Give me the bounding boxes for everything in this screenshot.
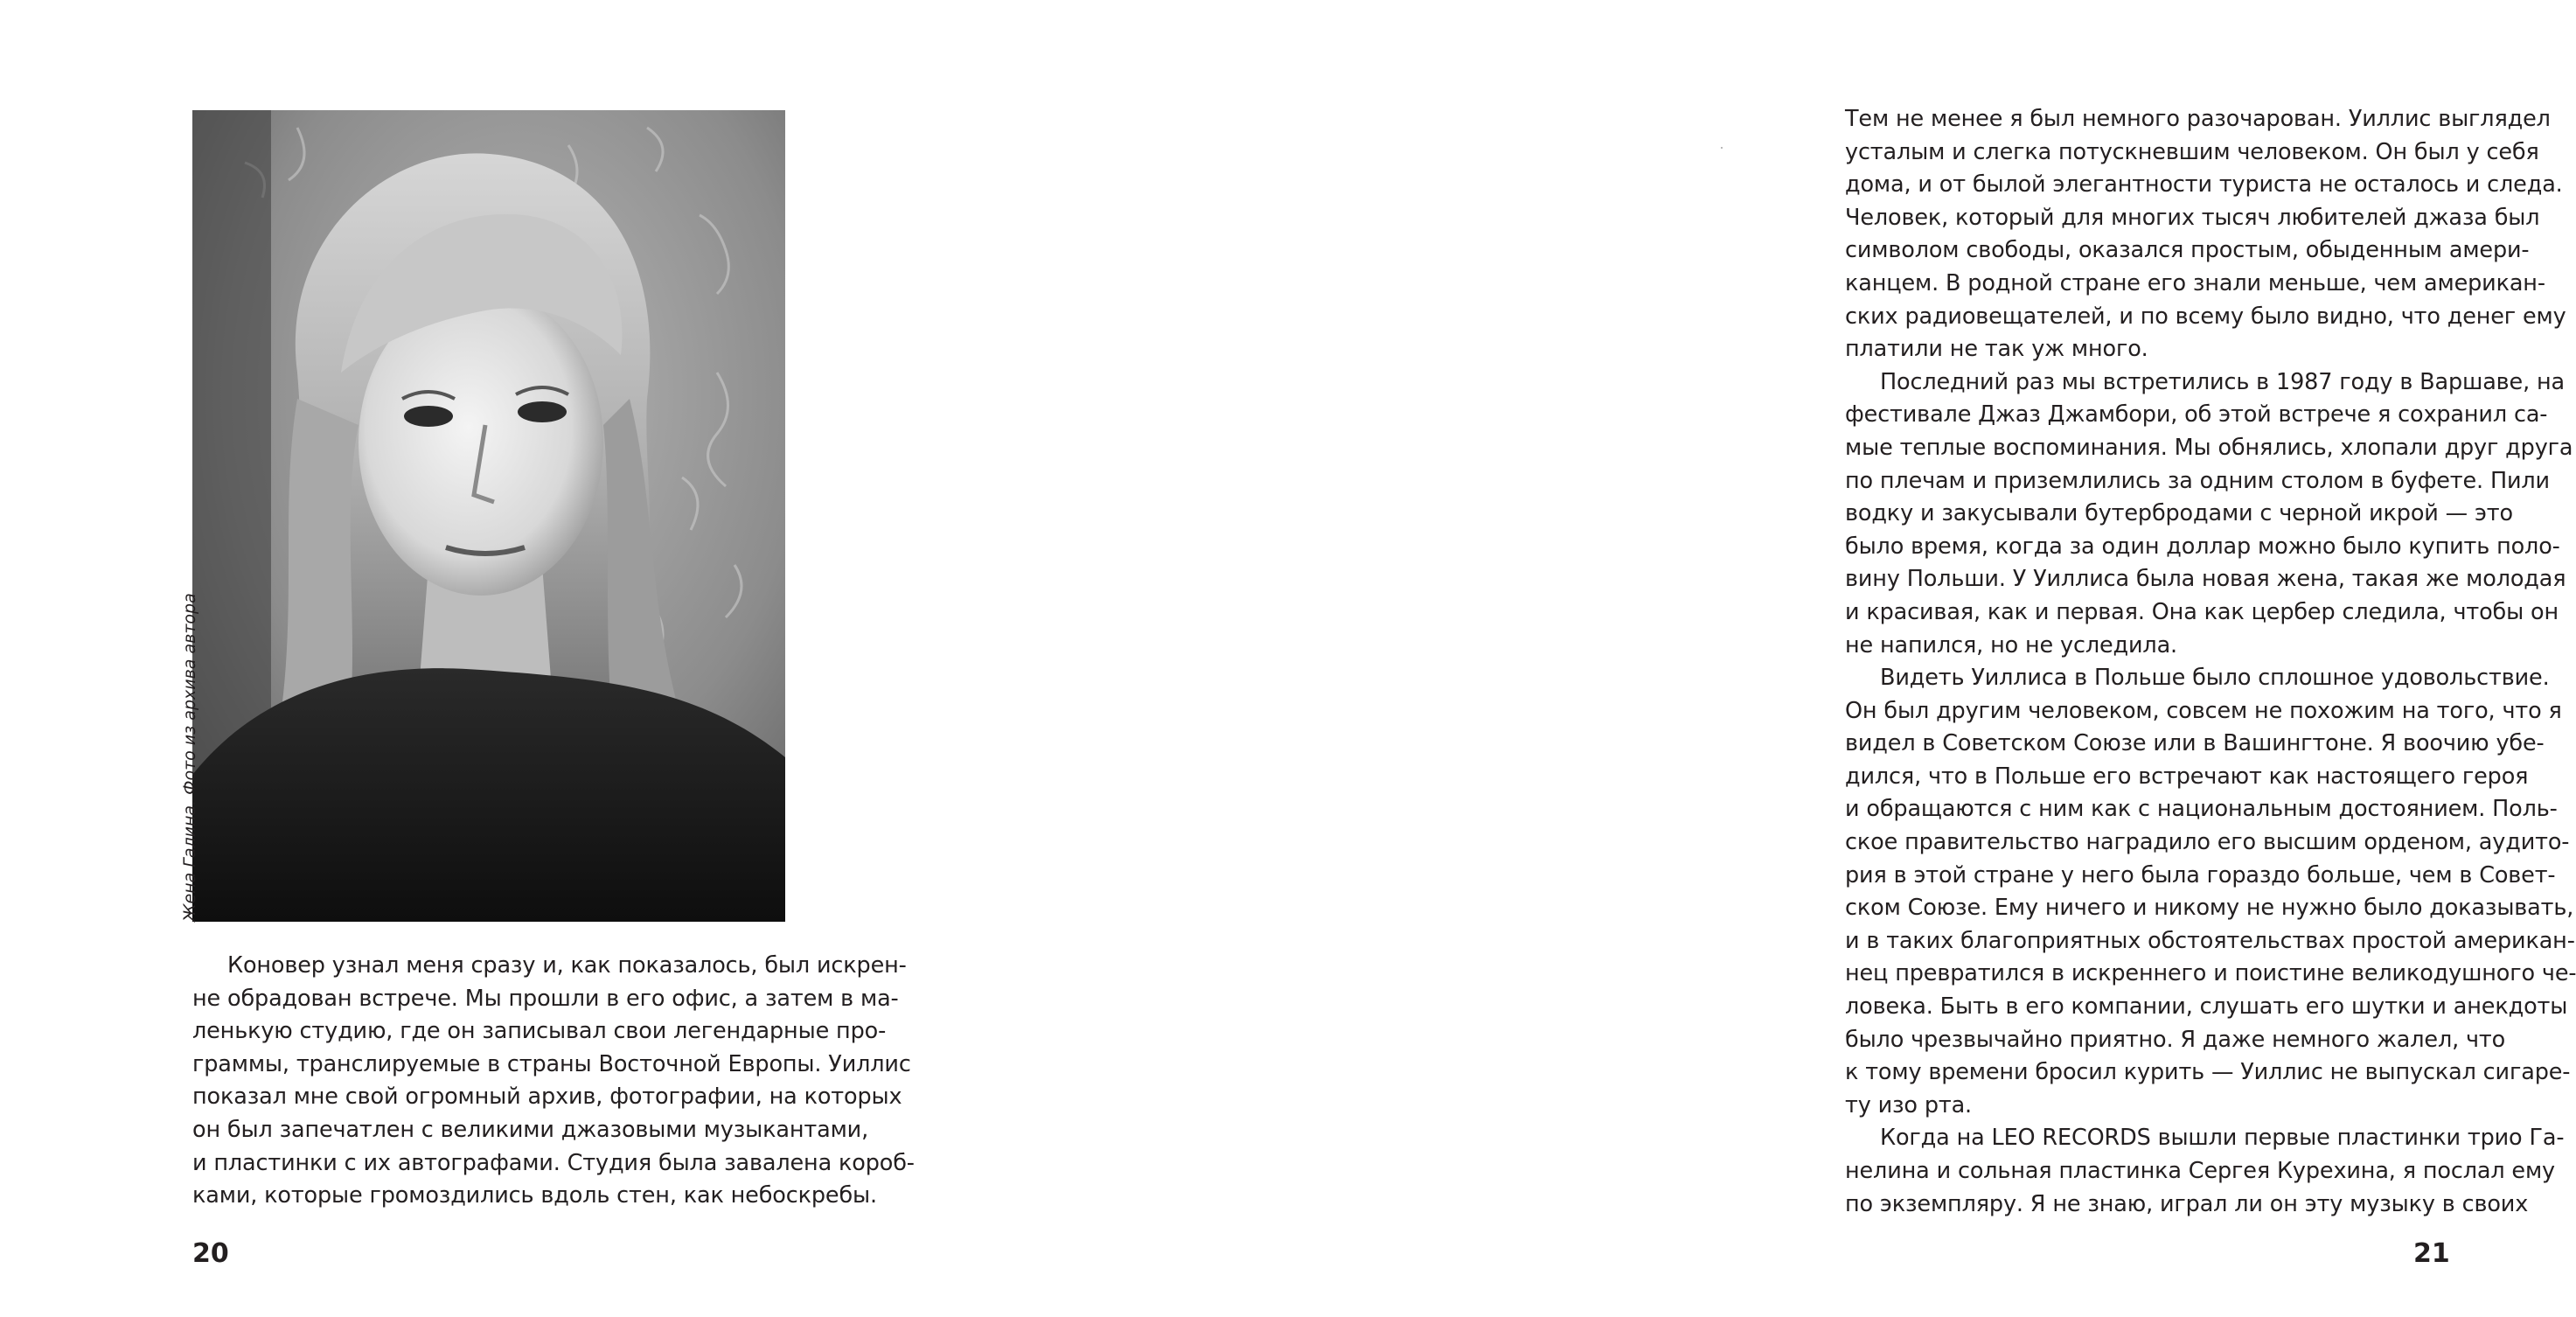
text-line: ском Союзе. Ему ничего и никому не нужно было доказывать,: [1845, 895, 2574, 922]
text-line: и красивая, как и первая. Она как цербер следила, чтобы он: [1845, 598, 2559, 625]
text-line: Последний раз мы встретились в 1987 году в Варшаве, на: [1880, 368, 2566, 395]
text-line: и пластинки с их автографами. Студия была завалена короб-: [192, 1149, 915, 1176]
text-line: канцем. В родной стране его знали меньше, чем американ-: [1845, 269, 2545, 296]
text-line: и в таких благоприятных обстоятельствах простой американ-: [1845, 927, 2575, 954]
text-line: символом свободы, оказался простым, обыденным амери-: [1845, 237, 2530, 264]
text-line: ленькую студию, где он записывал свои легендарные про-: [192, 1018, 887, 1045]
text-line: видел в Советском Союзе или в Вашингтоне. Я воочию убе-: [1845, 730, 2545, 757]
text-line: Тем не менее я был немного разочарован. Уиллис выглядел: [1845, 106, 2551, 132]
text-line: платили не так уж много.: [1845, 336, 2148, 363]
page-number-left: 20: [192, 1238, 229, 1269]
right-page: [874, 0, 2576, 1317]
text-line: показал мне свой огромный архив, фотографии, на которых: [192, 1084, 902, 1111]
text-line: он был запечатлен с великими джазовыми музыкантами,: [192, 1116, 869, 1143]
portrait-photo: [192, 110, 785, 922]
text-line: не напился, но не уследила.: [1845, 631, 2178, 658]
photo-caption: [177, 110, 203, 922]
text-line: граммы, транслируемые в страны Восточной Европы. Уиллис: [192, 1050, 911, 1077]
text-line: к тому времени бросил курить — Уиллис не выпускал сигаре-: [1845, 1059, 2571, 1086]
text-line: вину Польши. У Уиллиса была новая жена, такая же молодая: [1845, 566, 2566, 593]
caption-subject: Жена Галина.: [180, 799, 199, 922]
text-line: нец превратился в искреннего и поистине великодушного че-: [1845, 960, 2576, 987]
left-body-text: [192, 950, 915, 1213]
text-line: было время, когда за один доллар можно было купить поло-: [1845, 533, 2560, 560]
text-line: водку и закусывали бутербродами с черной икрой — это: [1845, 500, 2513, 527]
text-line: дома, и от былой элегантности туриста не осталось и следа.: [1845, 171, 2563, 199]
caption-credit: Фото из архива автора: [180, 593, 199, 795]
text-line: мые теплые воспоминания. Мы обнялись, хлопали друг друга: [1845, 434, 2573, 461]
text-line: ских радиовещателей, и по всему было видно, что денег ему: [1845, 303, 2566, 330]
text-line: и обращаются с ним как с национальным достоянием. Поль-: [1845, 796, 2558, 823]
text-line: ту изо рта.: [1845, 1091, 1973, 1118]
text-line: ловека. Быть в его компании, слушать его шутки и анекдоты: [1845, 993, 2568, 1021]
text-line: Видеть Уиллиса в Польше было сплошное удовольствие.: [1880, 665, 2550, 692]
text-line: Он был другим человеком, совсем не похожим на того, что я: [1845, 697, 2562, 724]
text-line: ское правительство наградило его высшим орденом, аудито-: [1845, 829, 2570, 856]
text-line: по экземпляру. Я не знаю, играл ли он эту музыку в своих: [1845, 1190, 2529, 1217]
text-line: ками, которые громоздились вдоль стен, как небоскребы.: [192, 1182, 877, 1209]
left-page: [0, 0, 915, 1317]
text-line: Человек, который для многих тысяч любителей джаза был: [1845, 204, 2540, 231]
text-line: Коновер узнал меня сразу и, как показалось, был искрен-: [227, 952, 907, 979]
text-line: по плечам и приземлились за одним столом в буфете. Пили: [1845, 467, 2550, 494]
text-line: рия в этой стране у него была гораздо больше, чем в Совет-: [1845, 861, 2556, 888]
text-line: фестивале Джаз Джамбори, об этой встрече я сохранил са-: [1845, 401, 2548, 429]
text-line: Когда на LEO RECORDS вышли первые пластинки трио Га-: [1880, 1125, 2565, 1152]
text-line: не обрадован встрече. Мы прошли в его офис, а затем в ма-: [192, 985, 899, 1012]
page-number-right: 21: [2413, 1238, 2450, 1269]
text-line: было чрезвычайно приятно. Я даже немного жалел, что: [1845, 1026, 2506, 1053]
right-body-text: [1845, 103, 2576, 1221]
text-line: дился, что в Польше его встречают как настоящего героя: [1845, 763, 2529, 790]
text-line: усталым и слегка потускневшим человеком. Он был у себя: [1845, 138, 2539, 165]
margin-mark: [1721, 147, 1723, 149]
text-line: нелина и сольная пластинка Сергея Курехина, я послал ему: [1845, 1158, 2555, 1184]
